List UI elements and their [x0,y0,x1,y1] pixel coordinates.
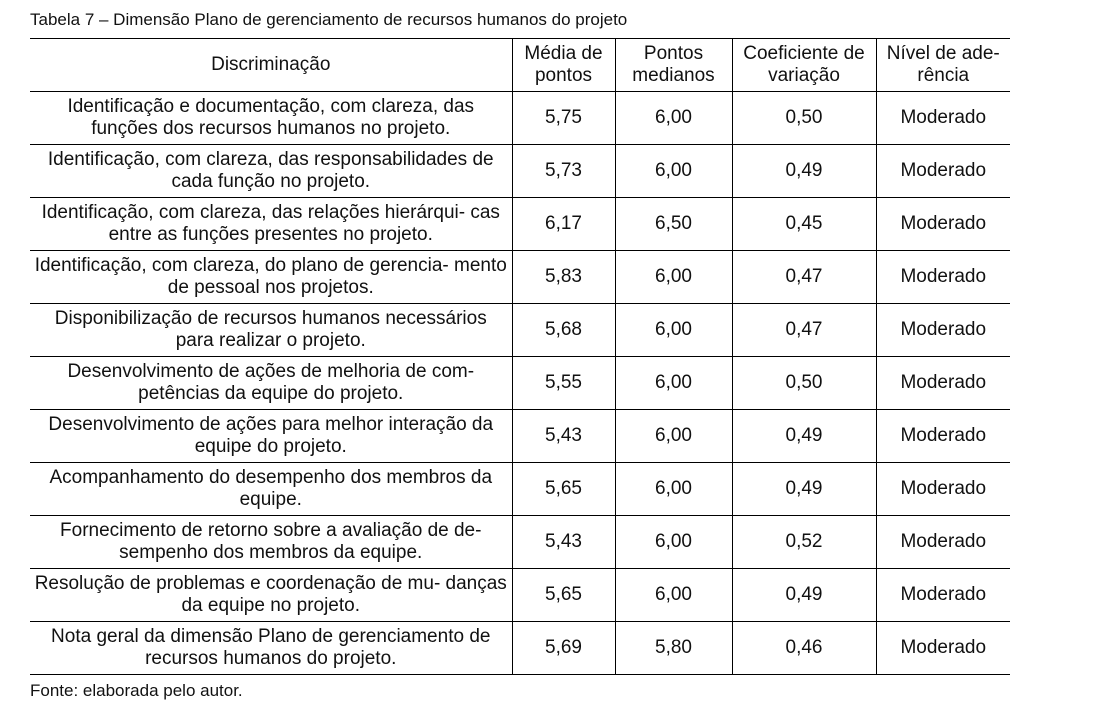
row-media: 5,65 [512,463,615,516]
row-mediana: 6,00 [615,251,732,304]
row-coeficiente: 0,49 [732,410,876,463]
row-nivel: Moderado [876,251,1010,304]
row-media: 5,55 [512,357,615,410]
table-row [30,304,1010,357]
row-nivel: Moderado [876,569,1010,622]
row-mediana: 6,00 [615,92,732,145]
row-label: Resolução de problemas e coordenação de mu- danças da equipe no projeto. [30,569,512,622]
row-label: Nota geral da dimensão Plano de gerenciamento de recursos humanos do projeto. [30,622,512,675]
header-mediana: Pontos medianos [615,39,732,92]
row-coeficiente: 0,50 [732,92,876,145]
header-row [30,39,1010,92]
row-label: Desenvolvimento de ações de melhoria de com- petências da equipe do projeto. [30,357,512,410]
table-row [30,463,1010,516]
table-row [30,198,1010,251]
row-mediana: 6,00 [615,569,732,622]
row-label: Disponibilização de recursos humanos necessários para realizar o projeto. [30,304,512,357]
row-coeficiente: 0,45 [732,198,876,251]
table-row [30,92,1010,145]
header-coeficiente: Coeficiente de variação [732,39,876,92]
row-media: 6,17 [512,198,615,251]
row-nivel: Moderado [876,145,1010,198]
row-media: 5,43 [512,516,615,569]
row-coeficiente: 0,49 [732,463,876,516]
table-row [30,410,1010,463]
row-mediana: 6,00 [615,357,732,410]
table-row [30,516,1010,569]
row-nivel: Moderado [876,622,1010,675]
row-coeficiente: 0,49 [732,145,876,198]
table-row [30,569,1010,622]
row-media: 5,65 [512,569,615,622]
row-label: Fornecimento de retorno sobre a avaliação de de- sempenho dos membros da equipe. [30,516,512,569]
table-source: Fonte: elaborada pelo autor. [30,681,243,700]
header-nivel: Nível de ade- rência [876,39,1010,92]
row-label: Identificação, com clareza, do plano de gerencia- mento de pessoal nos projetos. [30,251,512,304]
row-coeficiente: 0,46 [732,622,876,675]
row-nivel: Moderado [876,304,1010,357]
row-media: 5,43 [512,410,615,463]
row-nivel: Moderado [876,516,1010,569]
row-nivel: Moderado [876,198,1010,251]
table-row [30,622,1010,675]
row-nivel: Moderado [876,357,1010,410]
table-row [30,145,1010,198]
header-media: Média de pontos [512,39,615,92]
row-label: Identificação, com clareza, das relações hierárqui- cas entre as funções presentes no projeto. [30,198,512,251]
table-row [30,251,1010,304]
row-mediana: 5,80 [615,622,732,675]
row-mediana: 6,00 [615,145,732,198]
table-row [30,357,1010,410]
row-coeficiente: 0,50 [732,357,876,410]
row-mediana: 6,50 [615,198,732,251]
row-media: 5,73 [512,145,615,198]
row-label: Desenvolvimento de ações para melhor interação da equipe do projeto. [30,410,512,463]
row-label: Acompanhamento do desempenho dos membros da equipe. [30,463,512,516]
row-coeficiente: 0,47 [732,304,876,357]
header-discriminacao: Discriminação [30,39,512,92]
row-coeficiente: 0,52 [732,516,876,569]
row-media: 5,68 [512,304,615,357]
row-nivel: Moderado [876,463,1010,516]
row-coeficiente: 0,49 [732,569,876,622]
row-mediana: 6,00 [615,304,732,357]
row-mediana: 6,00 [615,410,732,463]
row-media: 5,75 [512,92,615,145]
row-coeficiente: 0,47 [732,251,876,304]
data-table [30,38,1010,675]
row-mediana: 6,00 [615,463,732,516]
row-nivel: Moderado [876,410,1010,463]
row-media: 5,83 [512,251,615,304]
row-label: Identificação e documentação, com clareza, das funções dos recursos humanos no projeto. [30,92,512,145]
table-caption: Tabela 7 – Dimensão Plano de gerenciamento de recursos humanos do projeto [30,10,628,29]
row-media: 5,69 [512,622,615,675]
row-mediana: 6,00 [615,516,732,569]
row-label: Identificação, com clareza, das responsabilidades de cada função no projeto. [30,145,512,198]
row-nivel: Moderado [876,92,1010,145]
